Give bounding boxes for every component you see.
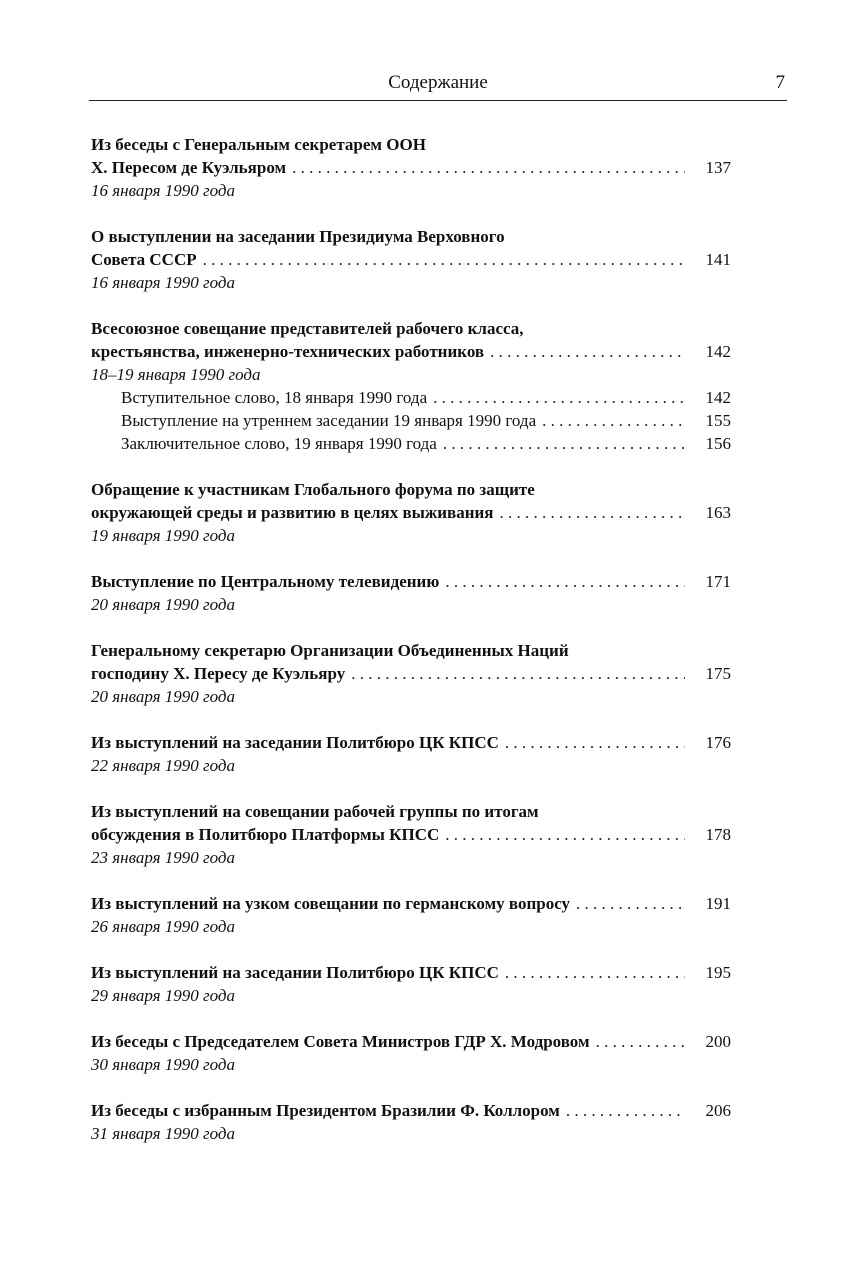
toc-entry-date: 16 января 1990 года bbox=[91, 273, 236, 292]
toc-entry-title-line bbox=[91, 823, 731, 846]
toc-entry-title-text: Из выступлений на заседании Политбюро ЦК КПСС bbox=[91, 733, 499, 752]
toc-entry-title-text: Из выступлений на узком совещании по германскому вопросу bbox=[91, 894, 571, 913]
toc-subentry-page: 155 bbox=[705, 411, 731, 430]
running-header-title: Содержание bbox=[388, 72, 488, 93]
toc-entry-title-line bbox=[91, 133, 731, 156]
toc-entry-page: 176 bbox=[705, 733, 731, 752]
toc-entry-title-line bbox=[91, 478, 731, 501]
dot-leader bbox=[542, 409, 685, 432]
toc-entry-page: 206 bbox=[705, 1101, 731, 1120]
toc-entry-page: 163 bbox=[705, 503, 731, 522]
toc-entry-title-line bbox=[91, 800, 731, 823]
toc-entry-date: 30 января 1990 года bbox=[91, 1055, 236, 1074]
dot-leader bbox=[445, 823, 685, 846]
toc-entry-title-line bbox=[91, 892, 731, 915]
toc-entry-title-line bbox=[91, 248, 731, 271]
toc-entry bbox=[91, 731, 731, 777]
toc-entry-title-line bbox=[91, 570, 731, 593]
toc-entry-title-text: Из беседы с Председателем Совета Министров ГДР Х. Модровом bbox=[91, 1032, 590, 1051]
toc-entry bbox=[91, 961, 731, 1007]
dot-leader bbox=[500, 501, 686, 524]
toc-entry-title-text: О выступлении на заседании Президиума Верховного bbox=[91, 227, 505, 246]
toc-entry-date: 31 января 1990 года bbox=[91, 1124, 236, 1143]
dot-leader bbox=[292, 156, 685, 179]
toc-subentry-page: 156 bbox=[705, 434, 731, 453]
toc-subentry-title: Вступительное слово, 18 января 1990 года bbox=[121, 388, 428, 407]
toc-entry-title-text: обсуждения в Политбюро Платформы КПСС bbox=[91, 825, 440, 844]
dot-leader bbox=[443, 432, 685, 455]
toc-entry-page: 178 bbox=[705, 825, 731, 844]
dot-leader bbox=[203, 248, 685, 271]
toc-entry-title-text: Всесоюзное совещание представителей рабочего класса, bbox=[91, 319, 524, 338]
page-number: 7 bbox=[775, 72, 785, 93]
toc-entry-page: 142 bbox=[705, 342, 731, 361]
toc-subentry bbox=[91, 432, 731, 455]
toc-entry-title-line bbox=[91, 1030, 731, 1053]
toc-entry bbox=[91, 478, 731, 547]
toc-entry-title-text: Выступление по Центральному телевидению bbox=[91, 572, 440, 591]
toc-entry-date: 16 января 1990 года bbox=[91, 181, 236, 200]
toc-entry-title-text: окружающей среды и развитию в целях выживания bbox=[91, 503, 494, 522]
toc-entry-page: 137 bbox=[705, 158, 731, 177]
toc-entry-date: 26 января 1990 года bbox=[91, 917, 236, 936]
toc-entry-date: 18–19 января 1990 года bbox=[91, 365, 261, 384]
running-header bbox=[89, 72, 787, 101]
toc-subentry-title: Заключительное слово, 19 января 1990 года bbox=[121, 434, 437, 453]
toc-entry bbox=[91, 570, 731, 616]
toc-entry-page: 195 bbox=[705, 963, 731, 982]
toc-entry-title-text: Из беседы с Генеральным секретарем ООН bbox=[91, 135, 426, 154]
toc-entry-title-text: Обращение к участникам Глобального форума по защите bbox=[91, 480, 535, 499]
toc-entry-page: 175 bbox=[705, 664, 731, 683]
dot-leader bbox=[505, 961, 685, 984]
toc-entry bbox=[91, 892, 731, 938]
toc-entry bbox=[91, 1099, 731, 1145]
toc-entry-page: 191 bbox=[705, 894, 731, 913]
toc-entry-title-line bbox=[91, 662, 731, 685]
toc-subentry-title: Выступление на утреннем заседании 19 января 1990 года bbox=[121, 411, 537, 430]
dot-leader bbox=[433, 386, 685, 409]
toc-entry-title-text: Х. Пересом де Куэльяром bbox=[91, 158, 287, 177]
toc-entry-title-text: Из беседы с избранным Президентом Бразилии Ф. Коллором bbox=[91, 1101, 560, 1120]
dot-leader bbox=[566, 1099, 685, 1122]
toc-entry bbox=[91, 225, 731, 294]
toc-entry-title-line bbox=[91, 317, 731, 340]
toc-entry-page: 141 bbox=[705, 250, 731, 269]
dot-leader bbox=[490, 340, 685, 363]
toc-entry-title-text: Совета СССР bbox=[91, 250, 197, 269]
dot-leader bbox=[445, 570, 685, 593]
toc-entry-title-text: крестьянства, инженерно-технических работников bbox=[91, 342, 485, 361]
toc-subentry bbox=[91, 386, 731, 409]
toc-entry bbox=[91, 800, 731, 869]
toc-entry-title-line bbox=[91, 340, 731, 363]
toc-entry-date: 23 января 1990 года bbox=[91, 848, 236, 867]
toc-entry-title-text: Из выступлений на совещании рабочей группы по итогам bbox=[91, 802, 539, 821]
toc-entry-title-text: Из выступлений на заседании Политбюро ЦК КПСС bbox=[91, 963, 499, 982]
toc-entry-date: 19 января 1990 года bbox=[91, 526, 236, 545]
toc-entry-date: 29 января 1990 года bbox=[91, 986, 236, 1005]
toc-entry-title-text: Генеральному секретарю Организации Объединенных Наций bbox=[91, 641, 569, 660]
toc-entry-title-line bbox=[91, 225, 731, 248]
toc-entry-title-text: господину Х. Пересу де Куэльяру bbox=[91, 664, 346, 683]
dot-leader bbox=[576, 892, 685, 915]
toc-entry-date: 20 января 1990 года bbox=[91, 595, 236, 614]
toc-entry-title-line bbox=[91, 1099, 731, 1122]
dot-leader bbox=[505, 731, 685, 754]
toc-entry bbox=[91, 639, 731, 708]
toc-entry-date: 20 января 1990 года bbox=[91, 687, 236, 706]
toc-entry bbox=[91, 1030, 731, 1076]
toc-entry-date: 22 января 1990 года bbox=[91, 756, 236, 775]
toc-entry-page: 171 bbox=[705, 572, 731, 591]
toc-entry bbox=[91, 133, 731, 202]
toc-entry-title-line bbox=[91, 156, 731, 179]
toc-entry-page: 200 bbox=[705, 1032, 731, 1051]
toc-subentry-page: 142 bbox=[705, 388, 731, 407]
toc-entry-title-line bbox=[91, 731, 731, 754]
dot-leader bbox=[596, 1030, 685, 1053]
toc-subentry bbox=[91, 409, 731, 432]
toc-entry bbox=[91, 317, 731, 455]
toc-entry-title-line bbox=[91, 501, 731, 524]
dot-leader bbox=[351, 662, 685, 685]
table-of-contents bbox=[91, 133, 731, 1168]
toc-entry-title-line bbox=[91, 639, 731, 662]
toc-entry-title-line bbox=[91, 961, 731, 984]
